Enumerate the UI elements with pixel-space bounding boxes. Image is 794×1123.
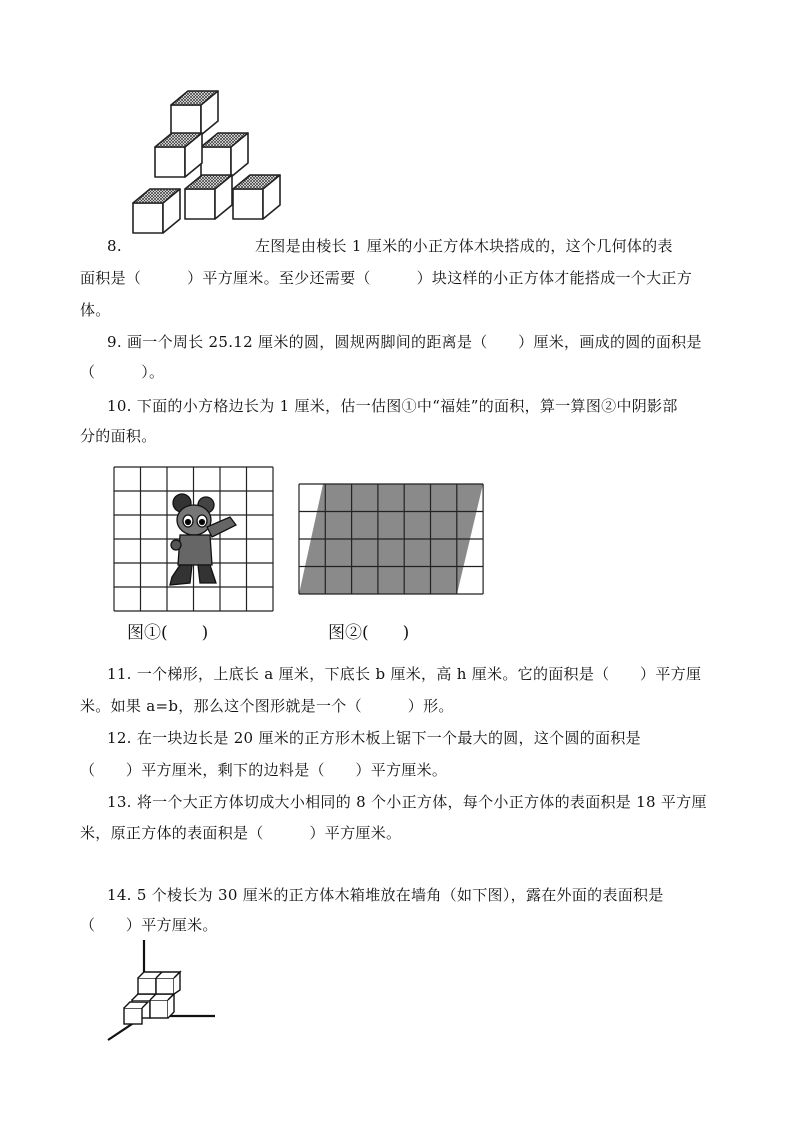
q14-line-1: 14. 5 个棱长为 30 厘米的正方体木箱堆放在墙角（如下图），露在外面的表面积是 — [107, 886, 664, 904]
q12-line-1: 12. 在一块边长是 20 厘米的正方形木板上锯下一个最大的圆，这个圆的面积是 — [107, 729, 641, 747]
q11-line-2: 米。如果 a=b，那么这个图形就是一个（ ）形。 — [80, 697, 454, 715]
cube — [233, 175, 280, 219]
grid-figure-1 — [112, 465, 274, 613]
q11-line-1: 11. 一个梯形，上底长 a 厘米，下底长 b 厘米，高 h 厘米。它的面积是（ ）平方厘 — [107, 665, 702, 683]
q9-line-1: 9. 画一个周长 25.12 厘米的圆，圆规两脚间的距离是（ ）厘米，画成的圆的面积是 — [107, 333, 702, 351]
cube — [171, 91, 218, 135]
q8-number: 8. — [107, 237, 122, 255]
q8-line-2: 面积是（ ）平方厘米。至少还需要（ ）块这样的小正方体才能搭成一个大正方 — [80, 269, 693, 287]
cube — [133, 189, 180, 233]
q13-line-1: 13. 将一个大正方体切成大小相同的 8 个小正方体，每个小正方体的表面积是 18 平方厘 — [107, 793, 707, 811]
cube — [201, 133, 248, 177]
cube — [155, 133, 202, 177]
q8-line-3: 体。 — [80, 301, 111, 319]
cube — [185, 175, 232, 219]
q13-line-2: 米，原正方体的表面积是（ ）平方厘米。 — [80, 824, 402, 842]
grid-figure-2 — [297, 482, 489, 598]
q10-line-2: 分的面积。 — [80, 427, 157, 445]
fig1-caption: 图①( ) — [127, 623, 209, 643]
q14-line-2: （ ）平方厘米。 — [80, 916, 218, 934]
q9-line-2: （ ）。 — [80, 363, 165, 381]
q12-line-2: （ ）平方厘米，剩下的边料是（ ）平方厘米。 — [80, 761, 448, 779]
q10-line-1: 10. 下面的小方格边长为 1 厘米，估一估图①中“福娃”的面积，算一算图②中阴影部 — [107, 397, 678, 415]
fig2-caption: 图②( ) — [328, 623, 410, 643]
cube-pyramid-figure — [125, 85, 290, 250]
q8-line-1: 左图是由棱长 1 厘米的小正方体木块搭成的，这个几何体的表 — [255, 237, 673, 255]
corner-boxes-figure — [100, 938, 220, 1048]
